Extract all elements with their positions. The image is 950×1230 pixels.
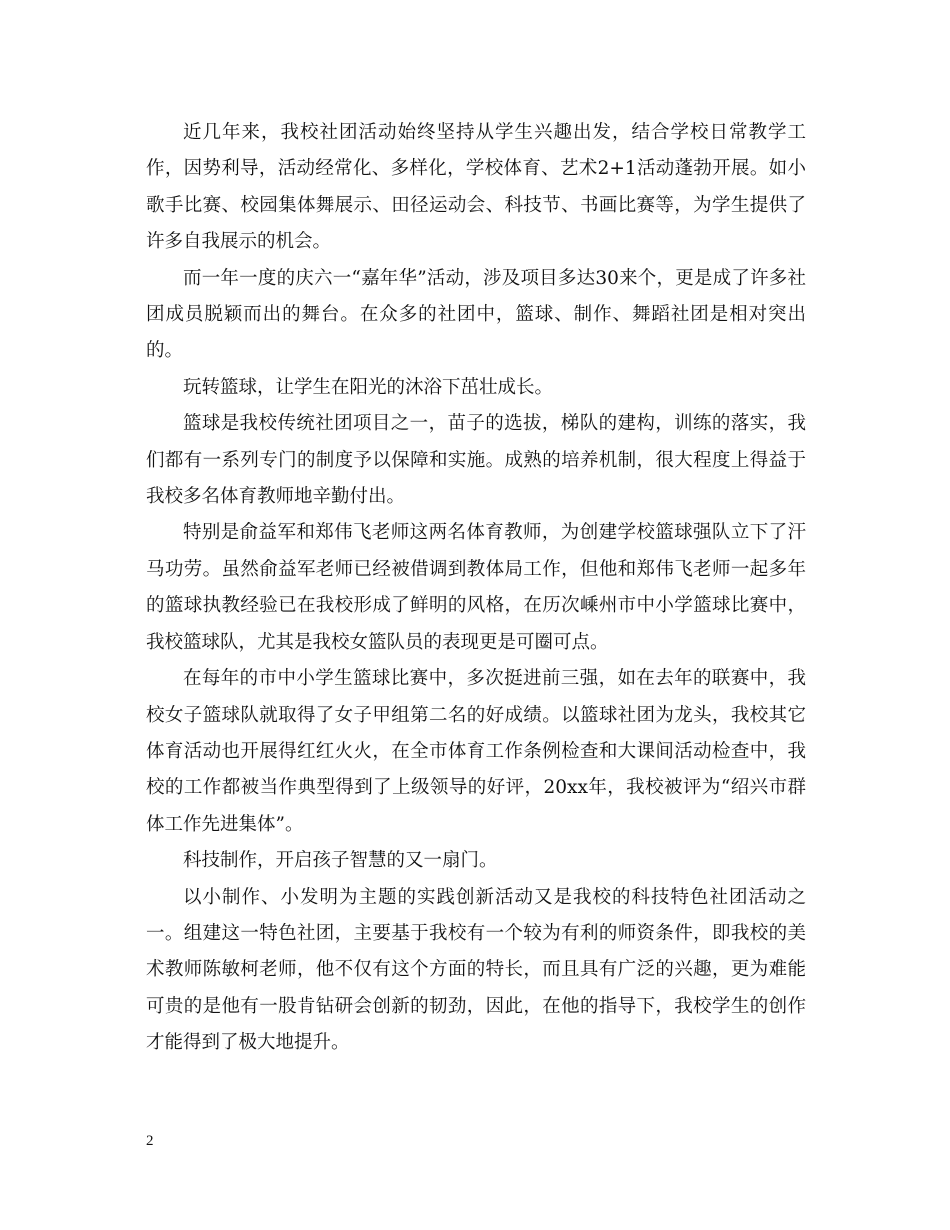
paragraph: 近几年来，我校社团活动始终坚持从学生兴趣出发，结合学校日常教学工作，因势利导，活动经常化、多样化，学校体育、艺术2+1活动蓬勃开展。如小歌手比赛、校园集体舞展示、田径运动会、科技节、书画比赛等，为学生提供了许多自我展示的机会。 [146,122,806,253]
section-heading: 玩转篮球，让学生在阳光的沐浴下茁壮成长。 [183,376,554,398]
paragraph: 而一年一度的庆六一“嘉年华”活动，涉及项目多达30来个，更是成了许多社团成员脱颖而出的舞台。在众多的社团中，篮球、制作、舞蹈社团是相对突出的。 [146,267,806,362]
paragraph: 篮球是我校传统社团项目之一，苗子的选拔，梯队的建构，训练的落实，我们都有一系列专门的制度予以保障和实施。成熟的培养机制，很大程度上得益于我校多名体育教师地辛勤付出。 [146,413,806,508]
paragraph: 在每年的市中小学生篮球比赛中，多次挺进前三强，如在去年的联赛中，我校女子篮球队就取得了女子甲组第二名的好成绩。以篮球社团为龙头，我校其它体育活动也开展得红红火火，在全市体育工作条例检查和大课间活动检查中，我校的工作都被当作典型得到了上级领导的好评，20xx年，我校被评为“绍兴市群体工作先进集体”。 [146,668,806,835]
section-heading: 科技制作，开启孩子智慧的又一扇门。 [183,850,498,872]
body-text [146,115,806,1062]
paragraph: 特别是俞益军和郑伟飞老师这两名体育教师，为创建学校篮球强队立下了汗马功劳。虽然俞益军老师已经被借调到教体局工作，但他和郑伟飞老师一起多年的篮球执教经验已在我校形成了鲜明的风格，在历次嵊州市中小学篮球比赛中，我校篮球队，尤其是我校女篮队员的表现更是可圈可点。 [146,522,806,653]
page-number: 2 [146,1133,154,1149]
paragraph: 以小制作、小发明为主题的实践创新活动又是我校的科技特色社团活动之一。组建这一特色社团，主要基于我校有一个较为有利的师资条件，即我校的美术教师陈敏柯老师，他不仅有这个方面的特长，而且具有广泛的兴趣，更为难能可贵的是他有一股肯钻研会创新的韧劲，因此，在他的指导下，我校学生的创作才能得到了极大地提升。 [146,886,806,1054]
